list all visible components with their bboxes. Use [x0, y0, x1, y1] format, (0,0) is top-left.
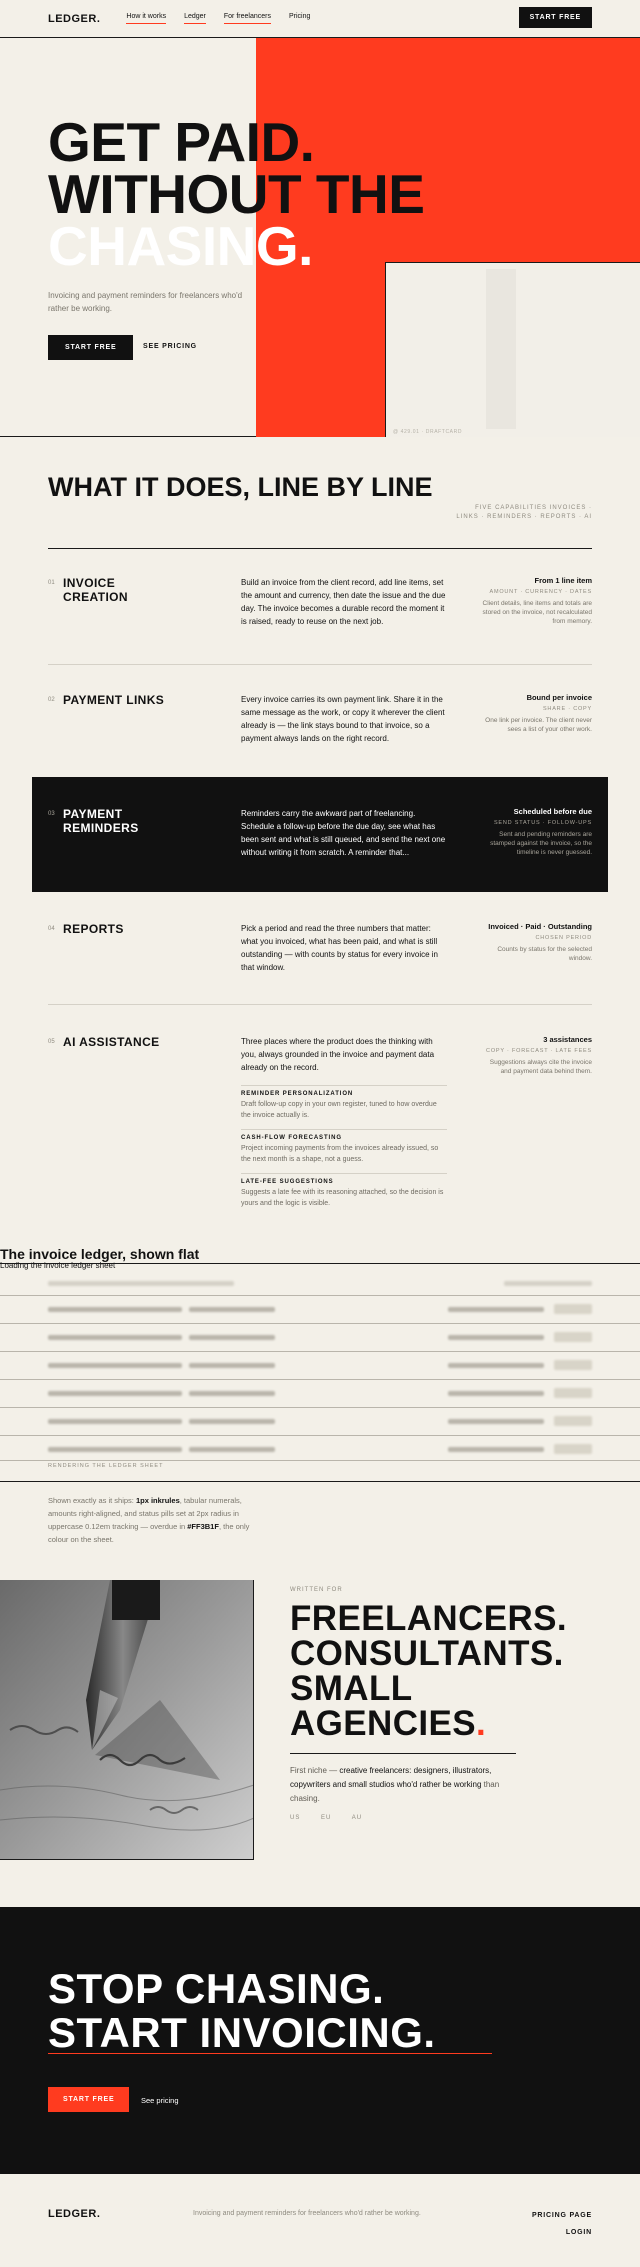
hero-title-line-1: GET PAID. [48, 111, 315, 173]
ledger-note-emphasis: 1px inkrules [135, 1496, 180, 1505]
feature-side-keys: SEND STATUS · FOLLOW-UPS [493, 820, 592, 826]
cta-title [48, 1967, 436, 2055]
ledger-loading-text: Loading the invoice ledger sheet [0, 1261, 116, 1270]
for-title-line [290, 1706, 567, 1741]
ledger-cell [448, 1335, 544, 1340]
ledger-status-pill [554, 1444, 592, 1454]
ledger-sheet [0, 1263, 640, 1482]
region-au: AU [351, 1815, 363, 1821]
feature-side-text: Sent and pending reminders are stamped against the invoice, so the timeline is never guessed. [490, 831, 592, 856]
feature-side-heading: 3 assistances [543, 1035, 592, 1044]
for-kicker: WRITTEN FOR [290, 1587, 343, 1593]
feature-side-text: Client details, line items and totals are stored on the invoice, not recalculated from memory. [482, 600, 592, 625]
for-text [290, 1764, 516, 1806]
cta-see-pricing-link[interactable]: See pricing [141, 2096, 179, 2105]
feature-number: 04 [48, 926, 55, 932]
ledger-cell [48, 1447, 182, 1452]
ai-sub-text: Suggests a late fee with its reasoning attached, so the decision is yours and the logic is visible. [241, 1189, 444, 1207]
cta-title-line: STOP CHASING. [48, 1965, 385, 2012]
hero-start-free-button[interactable]: START FREE [48, 335, 133, 360]
feature-number: 05 [48, 1039, 55, 1045]
feature-number: 03 [48, 811, 55, 817]
cta-start-free-button[interactable]: START FREE [48, 2087, 129, 2112]
region-eu: EU [321, 1815, 332, 1821]
ledger-cell [189, 1363, 275, 1368]
footer-pricing-link[interactable]: PRICING PAGE [531, 2212, 592, 2219]
ledger-cell [189, 1307, 275, 1312]
footer-tagline: Invoicing and payment reminders for freelancers who'd rather be working. [193, 2210, 421, 2217]
feature-description: Three places where the product does the thinking with you, always grounded in the invoice and payment data already on the record. [241, 1037, 435, 1072]
feature-description: Pick a period and read the three numbers that matter: what you invoiced, what has been paid, and what is still outstanding — with counts by status for every invoice in that window. [241, 924, 438, 972]
feature-name: AI ASSISTANCE [63, 1035, 160, 1049]
feature-side [482, 807, 592, 857]
ai-sub-item [241, 1085, 447, 1121]
ledger-cell [48, 1335, 182, 1340]
feature-side-keys: SHARE · COPY [542, 706, 592, 712]
ledger-cell [448, 1363, 544, 1368]
cta-title-line: START INVOICING. [48, 2009, 436, 2056]
nav-link-how-it-works[interactable]: How it works [126, 13, 166, 24]
for-title-word: AGENCIES [290, 1704, 477, 1743]
nav-start-free-button[interactable]: START FREE [519, 7, 592, 28]
ledger-note-text: , the only colour on the sheet. [48, 1522, 250, 1544]
footer-logo[interactable]: LEDGER. [48, 2208, 101, 2220]
feature-name: PAYMENT REMINDERS [63, 807, 139, 835]
ledger-note [48, 1494, 258, 1546]
ledger-header-placeholder [48, 1281, 234, 1286]
ledger-cell [189, 1447, 275, 1452]
ledger-cell [189, 1391, 275, 1396]
feature-side [482, 576, 592, 626]
nav-link-ledger[interactable]: Ledger [184, 13, 206, 24]
fountain-pen-photo [0, 1580, 254, 1860]
ai-sub-item [241, 1173, 447, 1209]
feature-side-text: Suggestions always cite the invoice and payment data behind them. [489, 1059, 592, 1075]
feature-divider [48, 664, 592, 665]
for-text-emphasis: creative freelancers: designers, illustrators, copywriters and small studios who'd rather be working [290, 1766, 492, 1789]
footer-login-link[interactable]: LOGIN [565, 2229, 592, 2236]
features-meta: FIVE CAPABILITIES INVOICES · LINKS · REMINDERS · REPORTS · AI [456, 505, 592, 520]
for-title-line: FREELANCERS. [290, 1599, 568, 1638]
feature-side [482, 693, 592, 734]
feature-side-text: Counts by status for the selected window. [497, 946, 592, 962]
ledger-status-pill [554, 1388, 592, 1398]
ai-sub-list [241, 1085, 447, 1217]
ledger-cell [48, 1391, 182, 1396]
ledger-cell [448, 1447, 544, 1452]
ledger-cell [448, 1307, 544, 1312]
logo[interactable]: LEDGER. [48, 12, 101, 25]
features-rule [48, 548, 592, 549]
hero-see-pricing-link[interactable]: SEE PRICING [143, 343, 197, 350]
ai-sub-text: Project incoming payments from the invoices already issued, so the next month is a shape, not a guess. [241, 1145, 439, 1163]
ledger-status-pill [554, 1416, 592, 1426]
footer-links [532, 2207, 592, 2241]
ledger-row [0, 1351, 640, 1352]
for-regions [290, 1815, 380, 1821]
ledger-status-pill [554, 1304, 592, 1314]
feature-number: 02 [48, 697, 55, 703]
feature-row-highlighted [32, 777, 608, 892]
ledger-cell [48, 1307, 182, 1312]
feature-name: PAYMENT LINKS [63, 693, 165, 707]
feature-side-heading: Scheduled before due [513, 807, 592, 816]
feature-description: Every invoice carries its own payment link. Share it in the same message as the work, or copy it wherever the client already is — the link stays bound to that invoice, so a payment always lands on the right record. [241, 695, 445, 743]
ledger-note-text: Shown exactly as it ships: [48, 1496, 136, 1505]
ledger-note-emphasis: #FF3B1F [187, 1522, 219, 1531]
ledger-row [0, 1295, 640, 1296]
ledger-row-end [0, 1460, 640, 1461]
nav-link-freelancers[interactable]: For freelancers [224, 13, 271, 24]
hero-subtitle: Invoicing and payment reminders for freelancers who'd rather be working. [48, 291, 243, 313]
feature-side-heading: From 1 line item [534, 576, 592, 585]
hero-card-caption: @ 429.01 · DRAFTCARD [393, 429, 463, 435]
feature-side [482, 1035, 592, 1076]
footer [0, 2174, 640, 2267]
features-title: WHAT IT DOES, LINE BY LINE [48, 472, 433, 502]
ai-sub-heading: LATE-FEE SUGGESTIONS [241, 1179, 334, 1185]
feature-side [482, 922, 592, 963]
hero-title-line-2: WITHOUT THE [48, 163, 425, 225]
ledger-header-placeholder [504, 1281, 592, 1286]
cta-rule [48, 2053, 492, 2054]
nav-links [126, 13, 310, 24]
fountain-pen-illustration [0, 1580, 254, 1860]
ledger-cell [189, 1419, 275, 1424]
ai-sub-heading: CASH-FLOW FORECASTING [241, 1135, 342, 1141]
ledger-note-text: , tabular numerals, amounts right-aligned, and status pills set at 2px radius in uppercase 0.12em tracking — overdue in [48, 1496, 242, 1531]
ledger-cell [448, 1391, 544, 1396]
hero-card-blur [486, 269, 516, 429]
feature-description: Reminders carry the awkward part of freelancing. Schedule a follow-up before the due day, see what has been sent and what is still queued, and send the next one without writing it from scratch. A reminder that... [241, 809, 446, 857]
feature-number: 01 [48, 580, 55, 586]
feature-name: INVOICE CREATION [63, 576, 128, 604]
feature-side-keys: CHOSEN PERIOD [535, 935, 592, 941]
ledger-cell [448, 1419, 544, 1424]
region-us: US [290, 1815, 301, 1821]
ledger-status-pill [554, 1332, 592, 1342]
feature-side-heading: Invoiced · Paid · Outstanding [488, 922, 592, 931]
ledger-row [0, 1379, 640, 1380]
for-title-line: SMALL [290, 1669, 413, 1708]
nav-link-pricing[interactable]: Pricing [288, 13, 311, 20]
feature-divider [48, 1004, 592, 1005]
ai-sub-text: Draft follow-up copy in your own register, tuned to how overdue the invoice actually is. [241, 1101, 437, 1119]
cta-section [0, 1907, 640, 2174]
ledger-row [0, 1323, 640, 1324]
ledger-row [0, 1435, 640, 1436]
hero [0, 38, 640, 437]
for-text-part: First niche — [290, 1766, 340, 1775]
ledger-status-pill [554, 1360, 592, 1370]
for-text-part: than chasing. [290, 1780, 500, 1803]
hero-preview-card [385, 262, 640, 437]
ledger-caption: RENDERING THE LEDGER SHEET [48, 1463, 164, 1469]
ledger-cell [48, 1419, 182, 1424]
ledger-cell [189, 1335, 275, 1340]
ai-sub-heading: REMINDER PERSONALIZATION [241, 1091, 354, 1097]
for-rule [290, 1753, 516, 1754]
feature-description: Build an invoice from the client record, add line items, set the amount and currency, then date the issue and the due day. The invoice becomes a durable record the moment it is raised, ready to reuse on the next job. [241, 578, 446, 626]
feature-side-heading: Bound per invoice [526, 693, 592, 702]
hero-title-line-3: CHASING. [48, 215, 313, 277]
for-title-line: CONSULTANTS. [290, 1634, 564, 1673]
top-nav [0, 0, 640, 38]
hero-title [48, 111, 425, 277]
accent-dot: . [476, 1704, 487, 1743]
feature-name: REPORTS [63, 922, 124, 936]
ledger-row [0, 1407, 640, 1408]
feature-side-text: One link per invoice. The client never sees a list of your other work. [485, 717, 592, 733]
for-title [290, 1601, 567, 1741]
ledger-cell [48, 1363, 182, 1368]
feature-side-keys: AMOUNT · CURRENCY · DATES [489, 589, 592, 595]
feature-side-keys: COPY · FORECAST · LATE FEES [486, 1048, 592, 1054]
ai-sub-item [241, 1129, 447, 1165]
ledger-heading: The invoice ledger, shown flat [0, 1246, 200, 1262]
